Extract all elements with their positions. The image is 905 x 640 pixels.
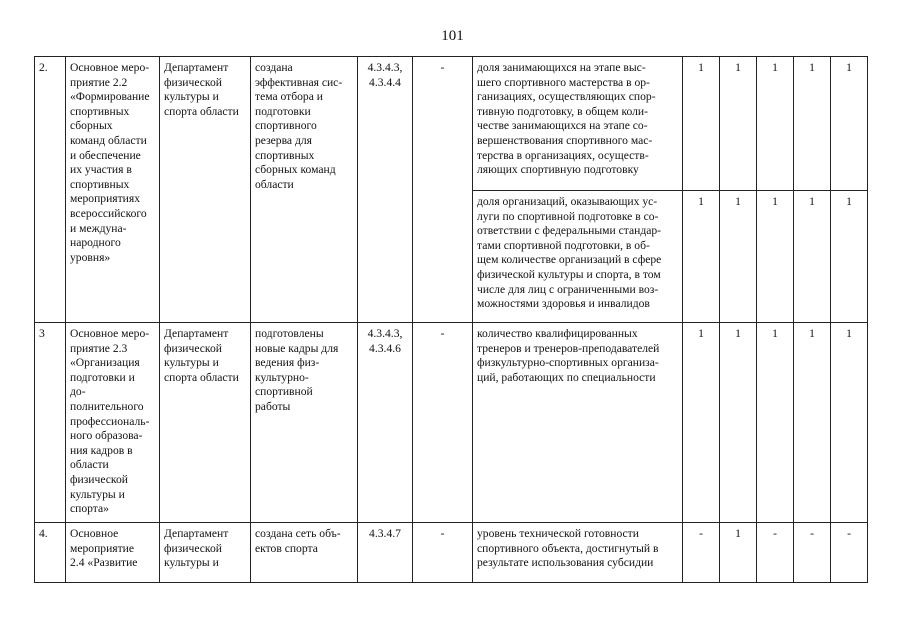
indicator-value: 1 [720, 57, 757, 191]
indicator-value: - [757, 523, 794, 583]
indicator-value: 1 [720, 323, 757, 523]
executor: Департамент физической культуры и спорта области [160, 323, 251, 523]
dash-cell: - [413, 523, 473, 583]
program-events-table [34, 56, 868, 583]
indicator-value: - [683, 523, 720, 583]
dash-cell: - [413, 57, 473, 323]
indicator-value: 1 [831, 191, 868, 323]
task-codes: 4.3.4.3, 4.3.4.4 [358, 57, 413, 323]
indicator-value: 1 [794, 57, 831, 191]
dash-cell: - [413, 323, 473, 523]
indicator-value: 1 [794, 323, 831, 523]
row-number: 3 [35, 323, 66, 523]
executor: Департамент физической культуры и [160, 523, 251, 583]
indicator-value: 1 [683, 323, 720, 523]
table-row [35, 57, 868, 191]
indicator-text: уровень технической готовности спортивного объекта, достигнутый в результате использования субсидии [473, 523, 683, 583]
indicator-value: 1 [757, 57, 794, 191]
indicator-value: 1 [757, 191, 794, 323]
table-row [35, 523, 868, 583]
indicator-value: 1 [794, 191, 831, 323]
indicator-value: 1 [683, 191, 720, 323]
task-codes: 4.3.4.3, 4.3.4.6 [358, 323, 413, 523]
indicator-text: доля занимающихся на этапе выс- шего спортивного мастерства в ор- ганизациях, осуществляющих спор- тивную подготовку, в общем коли- честве занимающихся на этапе со- вершенствования спортивного мас- терства в организациях, осуществ- ляющих спортивную подготовку [473, 57, 683, 191]
page-number: 101 [441, 28, 464, 44]
event-name: Основное мероприятие 2.4 «Развитие [66, 523, 160, 583]
indicator-value: - [831, 523, 868, 583]
indicator-value: - [794, 523, 831, 583]
expected-result: подготовлены новые кадры для ведения физ- культурно- спортивной работы [251, 323, 358, 523]
indicator-text: доля организаций, оказывающих ус- луги по спортивной подготовке в со- ответствии с федеральными стандар- тами спортивной подготовки, в об- щем количестве организаций в сфере физической культуры и спорта, в том числе для лиц с ограниченными воз- можностями здоровья и инвалидов [473, 191, 683, 323]
row-number: 2. [35, 57, 66, 323]
indicator-value: 1 [720, 523, 757, 583]
indicator-value: 1 [831, 57, 868, 191]
indicator-value: 1 [757, 323, 794, 523]
event-name: Основное меро- приятие 2.3 «Организация подготовки и до- полнительного профессиональ- ного образова- ния кадров в области физической культуры и спорта» [66, 323, 160, 523]
indicator-value: 1 [683, 57, 720, 191]
table-row [35, 323, 868, 523]
indicator-text: количество квалифицированных тренеров и тренеров-преподавателей физкультурно-спортивных организа- ций, работающих по специальности [473, 323, 683, 523]
indicator-value: 1 [720, 191, 757, 323]
row-number: 4. [35, 523, 66, 583]
indicator-value: 1 [831, 323, 868, 523]
expected-result: создана сеть объ- ектов спорта [251, 523, 358, 583]
event-name: Основное меро- приятие 2.2 «Формирование спортивных сборных команд области и обеспечение их участия в спортивных мероприятиях всероссийского и междуна- народного уровня» [66, 57, 160, 323]
task-codes: 4.3.4.7 [358, 523, 413, 583]
executor: Департамент физической культуры и спорта области [160, 57, 251, 323]
expected-result: создана эффективная сис- тема отбора и подготовки спортивного резерва для спортивных сборных команд области [251, 57, 358, 323]
